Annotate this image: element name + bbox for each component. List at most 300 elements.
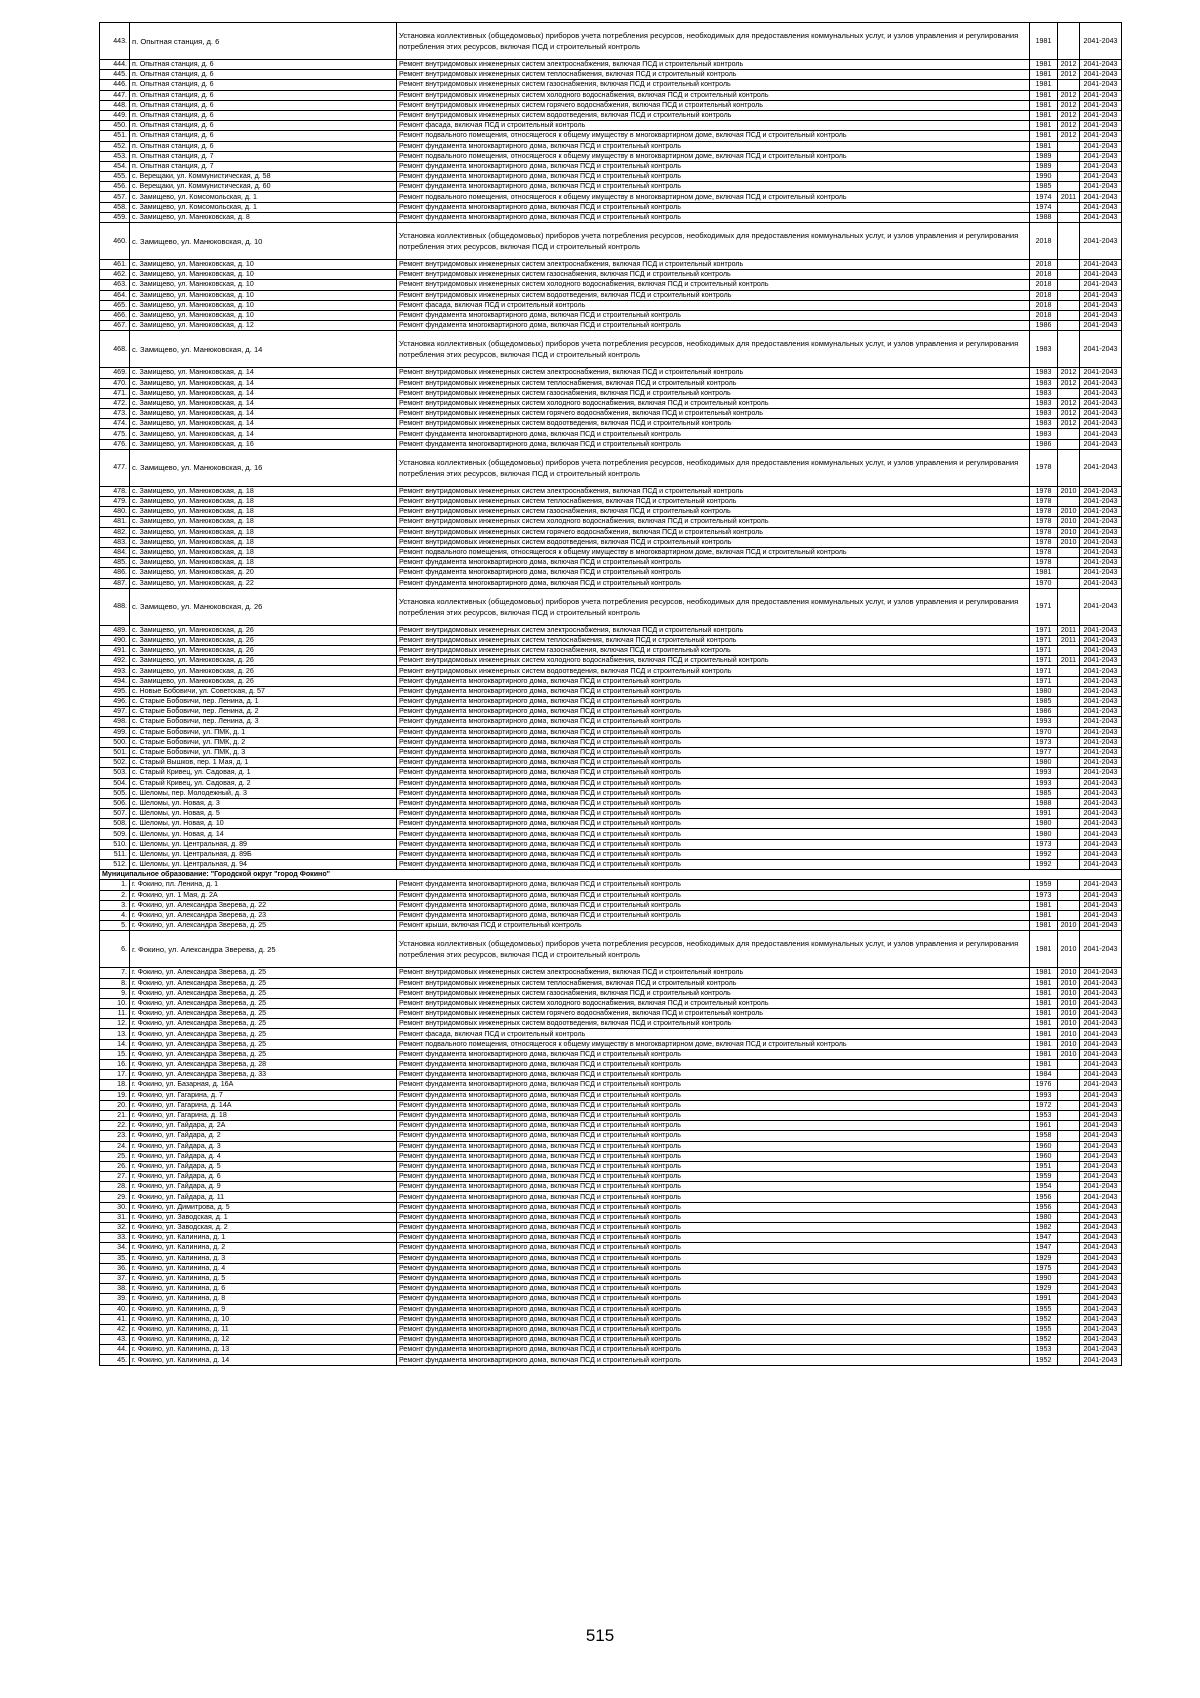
last-repair-year-cell (1058, 182, 1080, 192)
address-cell: г. Фокино, ул. Александра Зверева, д. 22 (130, 900, 397, 910)
work-type-cell: Ремонт внутридомовых инженерных систем газоснабжения, включая ПСД и строительный контроль (397, 988, 1030, 998)
row-number: 468. (100, 331, 130, 368)
margin-cell (1122, 172, 1155, 182)
row-number: 3. (100, 900, 130, 910)
row-number: 15. (100, 1049, 130, 1059)
year-built-cell: 1992 (1030, 860, 1058, 870)
work-type-cell: Ремонт внутридомовых инженерных систем горячего водоснабжения, включая ПСД и строительный контроль (397, 527, 1030, 537)
year-built-cell: 1981 (1030, 931, 1058, 968)
row-number: 483. (100, 537, 130, 547)
row-number: 9. (100, 988, 130, 998)
planned-period-cell: 2041-2043 (1080, 880, 1122, 890)
work-type-cell: Установка коллективных (общедомовых) приборов учета потребления ресурсов, необходимых для предоставления коммунальных услуг, и узлов управления и регулирования потребления этих ресурсов, включая ПСД и строительный контроль (397, 223, 1030, 260)
planned-period-cell: 2041-2043 (1080, 368, 1122, 378)
year-built-cell: 2018 (1030, 300, 1058, 310)
margin-cell (1122, 1080, 1155, 1090)
address-cell: с. Шеломы, ул. Центральная, д. 89 (130, 839, 397, 849)
last-repair-year-cell (1058, 439, 1080, 449)
year-built-cell: 1974 (1030, 202, 1058, 212)
planned-period-cell: 2041-2043 (1080, 1223, 1122, 1233)
margin-cell (1122, 1049, 1155, 1059)
year-built-cell: 1955 (1030, 1324, 1058, 1334)
last-repair-year-cell (1058, 697, 1080, 707)
planned-period-cell: 2041-2043 (1080, 998, 1122, 1008)
work-type-cell: Ремонт внутридомовых инженерных систем теплоснабжения, включая ПСД и строительный контроль (397, 70, 1030, 80)
last-repair-year-cell (1058, 1212, 1080, 1222)
planned-period-cell: 2041-2043 (1080, 931, 1122, 968)
year-built-cell: 1929 (1030, 1284, 1058, 1294)
work-type-cell: Ремонт фундамента многоквартирного дома, включая ПСД и строительный контроль (397, 1161, 1030, 1171)
last-repair-year-cell (1058, 1151, 1080, 1161)
planned-period-cell: 2041-2043 (1080, 968, 1122, 978)
table-row (100, 717, 1155, 727)
year-built-cell: 1981 (1030, 1060, 1058, 1070)
table-row (100, 1131, 1155, 1141)
address-cell: г. Фокино, ул. Калинина, д. 3 (130, 1253, 397, 1263)
row-number: 27. (100, 1172, 130, 1182)
planned-period-cell: 2041-2043 (1080, 1070, 1122, 1080)
last-repair-year-cell (1058, 809, 1080, 819)
table-row (100, 1273, 1155, 1283)
last-repair-year-cell (1058, 1161, 1080, 1171)
year-built-cell: 1981 (1030, 1029, 1058, 1039)
year-built-cell: 1988 (1030, 798, 1058, 808)
row-number: 508. (100, 819, 130, 829)
year-built-cell: 1955 (1030, 1304, 1058, 1314)
year-built-cell: 1983 (1030, 388, 1058, 398)
work-type-cell: Установка коллективных (общедомовых) приборов учета потребления ресурсов, необходимых для предоставления коммунальных услуг, и узлов управления и регулирования потребления этих ресурсов, включая ПСД и строительный контроль (397, 331, 1030, 368)
address-cell: с. Шеломы, ул. Центральная, д. 89Б (130, 849, 397, 859)
planned-period-cell: 2041-2043 (1080, 988, 1122, 998)
planned-period-cell: 2041-2043 (1080, 290, 1122, 300)
year-built-cell: 1970 (1030, 727, 1058, 737)
address-cell: с. Старые Бобовичи, ул. ПМК, д. 1 (130, 727, 397, 737)
address-cell: с. Замищево, ул. Комсомольская, д. 1 (130, 202, 397, 212)
address-cell: с. Замищево, ул. Манюковская, д. 8 (130, 212, 397, 222)
table-row (100, 1324, 1155, 1334)
year-built-cell: 1985 (1030, 697, 1058, 707)
row-number: 497. (100, 707, 130, 717)
year-built-cell: 1978 (1030, 547, 1058, 557)
last-repair-year-cell: 2010 (1058, 537, 1080, 547)
table-row (100, 527, 1155, 537)
row-number: 488. (100, 588, 130, 625)
table-row (100, 1090, 1155, 1100)
address-cell: с. Шеломы, ул. Новая, д. 10 (130, 819, 397, 829)
margin-cell (1122, 368, 1155, 378)
address-cell: г. Фокино, ул. 1 Мая, д. 2А (130, 890, 397, 900)
year-built-cell: 1981 (1030, 1019, 1058, 1029)
address-cell: с. Шеломы, пер. Молодежный, д. 3 (130, 788, 397, 798)
address-cell: с. Замищево, ул. Манюковская, д. 14 (130, 378, 397, 388)
margin-cell (1122, 547, 1155, 557)
table-row (100, 747, 1155, 757)
last-repair-year-cell (1058, 497, 1080, 507)
last-repair-year-cell: 2012 (1058, 378, 1080, 388)
table-row (100, 1070, 1155, 1080)
work-type-cell: Ремонт фундамента многоквартирного дома, включая ПСД и строительный контроль (397, 1294, 1030, 1304)
last-repair-year-cell (1058, 270, 1080, 280)
margin-cell (1122, 978, 1155, 988)
row-number: 493. (100, 666, 130, 676)
margin-cell (1122, 486, 1155, 496)
address-cell: г. Фокино, ул. Заводская, д. 2 (130, 1223, 397, 1233)
year-built-cell: 1986 (1030, 321, 1058, 331)
row-number: 469. (100, 368, 130, 378)
table-row (100, 910, 1155, 920)
planned-period-cell: 2041-2043 (1080, 849, 1122, 859)
address-cell: с. Замищево, ул. Манюковская, д. 10 (130, 270, 397, 280)
margin-cell (1122, 1172, 1155, 1182)
year-built-cell: 1960 (1030, 1141, 1058, 1151)
table-row (100, 588, 1155, 625)
row-number: 481. (100, 517, 130, 527)
table-row (100, 290, 1155, 300)
row-number: 458. (100, 202, 130, 212)
work-type-cell: Ремонт фундамента многоквартирного дома, включая ПСД и строительный контроль (397, 141, 1030, 151)
work-type-cell: Ремонт фасада, включая ПСД и строительный контроль (397, 1029, 1030, 1039)
year-built-cell: 1971 (1030, 588, 1058, 625)
work-type-cell: Ремонт фундамента многоквартирного дома, включая ПСД и строительный контроль (397, 1060, 1030, 1070)
row-number: 487. (100, 578, 130, 588)
planned-period-cell: 2041-2043 (1080, 547, 1122, 557)
table-row (100, 1172, 1155, 1182)
address-cell: п. Опытная станция, д. 7 (130, 151, 397, 161)
table-row (100, 890, 1155, 900)
planned-period-cell: 2041-2043 (1080, 568, 1122, 578)
work-type-cell: Ремонт фундамента многоквартирного дома, включая ПСД и строительный контроль (397, 1345, 1030, 1355)
work-type-cell: Ремонт фундамента многоквартирного дома, включая ПСД и строительный контроль (397, 310, 1030, 320)
planned-period-cell: 2041-2043 (1080, 270, 1122, 280)
year-built-cell: 1974 (1030, 192, 1058, 202)
row-number: 510. (100, 839, 130, 849)
work-type-cell: Ремонт внутридомовых инженерных систем водоотведения, включая ПСД и строительный контроль (397, 1019, 1030, 1029)
last-repair-year-cell (1058, 1355, 1080, 1365)
last-repair-year-cell: 2010 (1058, 1009, 1080, 1019)
planned-period-cell: 2041-2043 (1080, 1090, 1122, 1100)
table-row (100, 1110, 1155, 1120)
row-number: 460. (100, 223, 130, 260)
planned-period-cell: 2041-2043 (1080, 1335, 1122, 1345)
work-type-cell: Ремонт подвального помещения, относящегося к общему имуществу в многоквартирном доме, включая ПСД и строительный контроль (397, 131, 1030, 141)
year-built-cell: 1993 (1030, 717, 1058, 727)
year-built-cell: 1978 (1030, 517, 1058, 527)
margin-cell (1122, 1202, 1155, 1212)
margin-cell (1122, 1039, 1155, 1049)
planned-period-cell: 2041-2043 (1080, 1172, 1122, 1182)
address-cell: г. Фокино, ул. Гайдара, д. 4 (130, 1151, 397, 1161)
last-repair-year-cell (1058, 23, 1080, 60)
margin-cell (1122, 666, 1155, 676)
row-number: 447. (100, 90, 130, 100)
address-cell: г. Фокино, ул. Александра Зверева, д. 25 (130, 1009, 397, 1019)
last-repair-year-cell (1058, 747, 1080, 757)
table-row (100, 1314, 1155, 1324)
margin-cell (1122, 798, 1155, 808)
row-number: 512. (100, 860, 130, 870)
table-row (100, 1294, 1155, 1304)
work-type-cell: Ремонт подвального помещения, относящегося к общему имуществу в многоквартирном доме, включая ПСД и строительный контроль (397, 151, 1030, 161)
planned-period-cell: 2041-2043 (1080, 212, 1122, 222)
last-repair-year-cell (1058, 910, 1080, 920)
margin-cell (1122, 968, 1155, 978)
planned-period-cell: 2041-2043 (1080, 429, 1122, 439)
margin-cell (1122, 300, 1155, 310)
planned-period-cell: 2041-2043 (1080, 558, 1122, 568)
year-built-cell: 1981 (1030, 110, 1058, 120)
address-cell: г. Фокино, ул. Калинина, д. 8 (130, 1294, 397, 1304)
margin-cell (1122, 910, 1155, 920)
year-built-cell: 1972 (1030, 1100, 1058, 1110)
margin-cell (1122, 747, 1155, 757)
last-repair-year-cell (1058, 737, 1080, 747)
planned-period-cell: 2041-2043 (1080, 1243, 1122, 1253)
last-repair-year-cell (1058, 151, 1080, 161)
table-row (100, 141, 1155, 151)
section-title: Муниципальное образование: "Городской округ "город Фокино" (100, 870, 1122, 880)
table-row (100, 449, 1155, 486)
last-repair-year-cell (1058, 588, 1080, 625)
planned-period-cell: 2041-2043 (1080, 1151, 1122, 1161)
work-type-cell: Ремонт подвального помещения, относящегося к общему имуществу в многоквартирном доме, включая ПСД и строительный контроль (397, 1039, 1030, 1049)
last-repair-year-cell (1058, 223, 1080, 260)
year-built-cell: 1983 (1030, 378, 1058, 388)
work-type-cell: Ремонт внутридомовых инженерных систем теплоснабжения, включая ПСД и строительный контроль (397, 978, 1030, 988)
row-number: 463. (100, 280, 130, 290)
margin-cell (1122, 1212, 1155, 1222)
work-type-cell: Ремонт внутридомовых инженерных систем электроснабжения, включая ПСД и строительный контроль (397, 486, 1030, 496)
row-number: 453. (100, 151, 130, 161)
margin-cell (1122, 1131, 1155, 1141)
table-row (100, 1304, 1155, 1314)
address-cell: г. Фокино, ул. Калинина, д. 9 (130, 1304, 397, 1314)
row-number: 452. (100, 141, 130, 151)
table-row (100, 707, 1155, 717)
planned-period-cell: 2041-2043 (1080, 1355, 1122, 1365)
planned-period-cell: 2041-2043 (1080, 1110, 1122, 1120)
year-built-cell: 1958 (1030, 1131, 1058, 1141)
year-built-cell: 1993 (1030, 778, 1058, 788)
row-number: 448. (100, 100, 130, 110)
margin-cell (1122, 880, 1155, 890)
margin-cell (1122, 321, 1155, 331)
address-cell: г. Фокино, ул. Калинина, д. 1 (130, 1233, 397, 1243)
row-number: 38. (100, 1284, 130, 1294)
last-repair-year-cell (1058, 676, 1080, 686)
table-row (100, 978, 1155, 988)
planned-period-cell: 2041-2043 (1080, 921, 1122, 931)
address-cell: с. Замищево, ул. Манюковская, д. 14 (130, 419, 397, 429)
work-type-cell: Ремонт фундамента многоквартирного дома, включая ПСД и строительный контроль (397, 1192, 1030, 1202)
address-cell: г. Фокино, ул. Александра Зверева, д. 25 (130, 998, 397, 1008)
address-cell: п. Опытная станция, д. 6 (130, 121, 397, 131)
work-type-cell: Ремонт фундамента многоквартирного дома, включая ПСД и строительный контроль (397, 1202, 1030, 1212)
row-number: 491. (100, 646, 130, 656)
margin-cell (1122, 1121, 1155, 1131)
address-cell: с. Замищево, ул. Манюковская, д. 14 (130, 429, 397, 439)
address-cell: г. Фокино, ул. Гайдара, д. 2 (130, 1131, 397, 1141)
address-cell: с. Замищево, ул. Манюковская, д. 14 (130, 398, 397, 408)
address-cell: п. Опытная станция, д. 6 (130, 110, 397, 120)
row-number: 470. (100, 378, 130, 388)
work-type-cell: Ремонт фундамента многоквартирного дома, включая ПСД и строительный контроль (397, 737, 1030, 747)
address-cell: п. Опытная станция, д. 6 (130, 60, 397, 70)
year-built-cell: 1990 (1030, 172, 1058, 182)
table-row (100, 121, 1155, 131)
table-row (100, 212, 1155, 222)
repair-schedule-table (99, 22, 1155, 1366)
planned-period-cell: 2041-2043 (1080, 839, 1122, 849)
row-number: 477. (100, 449, 130, 486)
last-repair-year-cell (1058, 900, 1080, 910)
address-cell: с. Замищево, ул. Манюковская, д. 18 (130, 537, 397, 547)
planned-period-cell: 2041-2043 (1080, 666, 1122, 676)
address-cell: с. Старые Бобовичи, пер. Ленина, д. 1 (130, 697, 397, 707)
work-type-cell: Ремонт фундамента многоквартирного дома, включая ПСД и строительный контроль (397, 819, 1030, 829)
year-built-cell: 1982 (1030, 1223, 1058, 1233)
last-repair-year-cell (1058, 161, 1080, 171)
last-repair-year-cell (1058, 758, 1080, 768)
margin-cell (1122, 900, 1155, 910)
planned-period-cell: 2041-2043 (1080, 1345, 1122, 1355)
year-built-cell: 1991 (1030, 809, 1058, 819)
table-row (100, 558, 1155, 568)
year-built-cell: 1929 (1030, 1253, 1058, 1263)
last-repair-year-cell: 2010 (1058, 1029, 1080, 1039)
row-number: 492. (100, 656, 130, 666)
row-number: 501. (100, 747, 130, 757)
address-cell: п. Опытная станция, д. 6 (130, 131, 397, 141)
margin-cell (1122, 1345, 1155, 1355)
work-type-cell: Ремонт фундамента многоквартирного дома, включая ПСД и строительный контроль (397, 707, 1030, 717)
planned-period-cell: 2041-2043 (1080, 758, 1122, 768)
year-built-cell: 1978 (1030, 497, 1058, 507)
planned-period-cell: 2041-2043 (1080, 860, 1122, 870)
margin-cell (1122, 1233, 1155, 1243)
table-row (100, 1151, 1155, 1161)
year-built-cell: 1981 (1030, 968, 1058, 978)
margin-cell (1122, 1029, 1155, 1039)
work-type-cell: Ремонт подвального помещения, относящегося к общему имуществу в многоквартирном доме, включая ПСД и строительный контроль (397, 192, 1030, 202)
year-built-cell: 1981 (1030, 568, 1058, 578)
year-built-cell: 1978 (1030, 449, 1058, 486)
table-row (100, 182, 1155, 192)
row-number: 455. (100, 172, 130, 182)
address-cell: г. Фокино, ул. Александра Зверева, д. 23 (130, 910, 397, 920)
year-built-cell: 1986 (1030, 707, 1058, 717)
year-built-cell: 1971 (1030, 666, 1058, 676)
planned-period-cell: 2041-2043 (1080, 23, 1122, 60)
row-number: 454. (100, 161, 130, 171)
planned-period-cell: 2041-2043 (1080, 80, 1122, 90)
table-row (100, 507, 1155, 517)
year-built-cell: 1978 (1030, 507, 1058, 517)
work-type-cell: Ремонт внутридомовых инженерных систем водоотведения, включая ПСД и строительный контроль (397, 110, 1030, 120)
work-type-cell: Ремонт внутридомовых инженерных систем газоснабжения, включая ПСД и строительный контроль (397, 507, 1030, 517)
margin-cell (1122, 890, 1155, 900)
planned-period-cell: 2041-2043 (1080, 398, 1122, 408)
table-row (100, 1212, 1155, 1222)
last-repair-year-cell (1058, 1090, 1080, 1100)
work-type-cell: Ремонт фундамента многоквартирного дома, включая ПСД и строительный контроль (397, 860, 1030, 870)
last-repair-year-cell: 2010 (1058, 507, 1080, 517)
margin-cell (1122, 737, 1155, 747)
address-cell: с. Замищево, ул. Манюковская, д. 20 (130, 568, 397, 578)
row-number: 496. (100, 697, 130, 707)
planned-period-cell: 2041-2043 (1080, 90, 1122, 100)
address-cell: г. Фокино, ул. Калинина, д. 4 (130, 1263, 397, 1273)
last-repair-year-cell (1058, 568, 1080, 578)
year-built-cell: 1980 (1030, 1212, 1058, 1222)
row-number: 476. (100, 439, 130, 449)
last-repair-year-cell: 2012 (1058, 368, 1080, 378)
work-type-cell: Ремонт фундамента многоквартирного дома, включая ПСД и строительный контроль (397, 1324, 1030, 1334)
year-built-cell: 1954 (1030, 1182, 1058, 1192)
last-repair-year-cell: 2012 (1058, 110, 1080, 120)
year-built-cell: 1983 (1030, 409, 1058, 419)
last-repair-year-cell (1058, 880, 1080, 890)
year-built-cell: 1952 (1030, 1355, 1058, 1365)
address-cell: с. Замищево, ул. Манюковская, д. 26 (130, 666, 397, 676)
work-type-cell: Ремонт внутридомовых инженерных систем теплоснабжения, включая ПСД и строительный контроль (397, 635, 1030, 645)
row-number: 7. (100, 968, 130, 978)
planned-period-cell: 2041-2043 (1080, 778, 1122, 788)
planned-period-cell: 2041-2043 (1080, 1212, 1122, 1222)
work-type-cell: Ремонт внутридомовых инженерных систем холодного водоснабжения, включая ПСД и строительный контроль (397, 90, 1030, 100)
year-built-cell: 1952 (1030, 1314, 1058, 1324)
row-number: 446. (100, 80, 130, 90)
row-number: 12. (100, 1019, 130, 1029)
planned-period-cell: 2041-2043 (1080, 809, 1122, 819)
margin-cell (1122, 409, 1155, 419)
row-number: 30. (100, 1202, 130, 1212)
work-type-cell: Ремонт внутридомовых инженерных систем теплоснабжения, включая ПСД и строительный контроль (397, 497, 1030, 507)
row-number: 462. (100, 270, 130, 280)
row-number: 37. (100, 1273, 130, 1283)
last-repair-year-cell (1058, 839, 1080, 849)
last-repair-year-cell (1058, 449, 1080, 486)
work-type-cell: Ремонт фундамента многоквартирного дома, включая ПСД и строительный контроль (397, 1121, 1030, 1131)
planned-period-cell: 2041-2043 (1080, 819, 1122, 829)
address-cell: с. Замищево, ул. Манюковская, д. 10 (130, 300, 397, 310)
planned-period-cell: 2041-2043 (1080, 578, 1122, 588)
table-row (100, 80, 1155, 90)
margin-cell (1122, 860, 1155, 870)
table-row (100, 758, 1155, 768)
planned-period-cell: 2041-2043 (1080, 1100, 1122, 1110)
row-number: 29. (100, 1192, 130, 1202)
address-cell: п. Опытная станция, д. 6 (130, 70, 397, 80)
year-built-cell: 1985 (1030, 788, 1058, 798)
year-built-cell: 1952 (1030, 1335, 1058, 1345)
row-number: 494. (100, 676, 130, 686)
last-repair-year-cell (1058, 578, 1080, 588)
work-type-cell: Ремонт фундамента многоквартирного дома, включая ПСД и строительный контроль (397, 778, 1030, 788)
planned-period-cell: 2041-2043 (1080, 656, 1122, 666)
table-row (100, 1019, 1155, 1029)
address-cell: п. Опытная станция, д. 6 (130, 141, 397, 151)
margin-cell (1122, 931, 1155, 968)
last-repair-year-cell: 2010 (1058, 978, 1080, 988)
address-cell: с. Замищево, ул. Манюковская, д. 18 (130, 517, 397, 527)
last-repair-year-cell: 2012 (1058, 121, 1080, 131)
work-type-cell: Ремонт фундамента многоквартирного дома, включая ПСД и строительный контроль (397, 910, 1030, 920)
planned-period-cell: 2041-2043 (1080, 141, 1122, 151)
row-number: 41. (100, 1314, 130, 1324)
last-repair-year-cell (1058, 290, 1080, 300)
work-type-cell: Ремонт внутридомовых инженерных систем электроснабжения, включая ПСД и строительный контроль (397, 625, 1030, 635)
work-type-cell: Ремонт внутридомовых инженерных систем водоотведения, включая ПСД и строительный контроль (397, 537, 1030, 547)
